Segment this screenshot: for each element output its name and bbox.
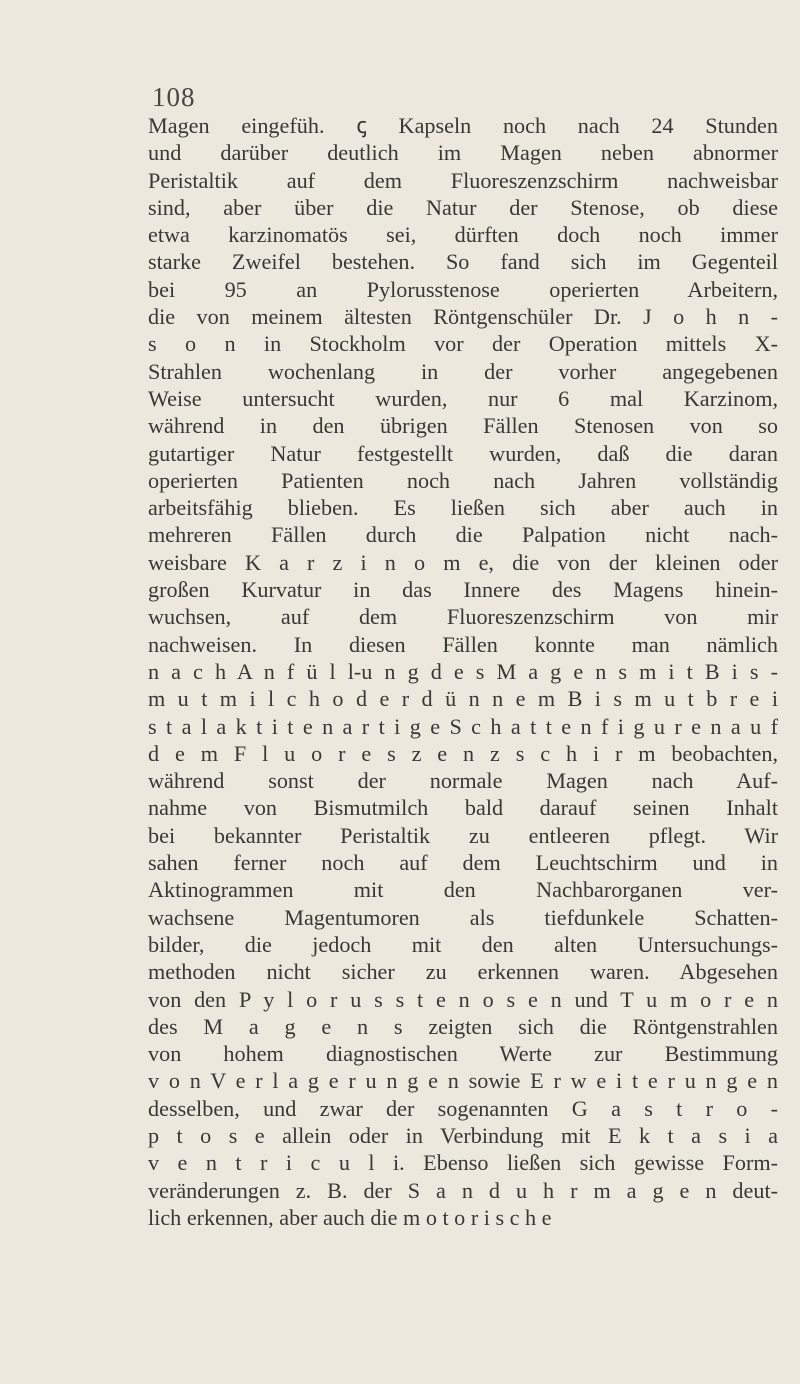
text-line: die von meinem ältesten Röntgenschüler Dr. J o h n - (148, 304, 778, 330)
text-line: gutartiger Natur festgestellt wurden, daß die daran (148, 440, 778, 466)
text-line: methoden nicht sicher zu erkennen waren. Abgesehen (148, 959, 778, 985)
page-number: 108 (152, 82, 196, 112)
text-line: etwa karzinomatös sei, dürften doch noch immer (148, 222, 778, 248)
body-text (148, 112, 778, 1231)
text-line: arbeitsfähig blieben. Es ließen sich aber auch in (148, 495, 778, 521)
text-line: von den P y l o r u s s t e n o s e n und T u m o r e n (148, 986, 778, 1012)
text-line: mehreren Fällen durch die Palpation nicht nach- (148, 522, 778, 548)
text-line: großen Kurvatur in das Innere des Magens hinein- (148, 577, 778, 603)
text-line: veränderungen z. B. der S a n d u h r m a g e n deut- (148, 1177, 778, 1203)
text-line: desselben, und zwar der sogenannten G a s t r o - (148, 1095, 778, 1121)
text-line: n a c h A n f ü l l-u n g d e s M a g e n s m i t B i s - (148, 658, 778, 684)
text-line: Magen eingefüh. ꞔ Kapseln noch nach 24 Stunden (148, 113, 778, 138)
text-line: bei 95 an Pylorusstenose operierten Arbeitern, (148, 276, 778, 302)
text-line: während in den übrigen Fällen Stenosen von so (148, 413, 778, 439)
text-line: Weise untersucht wurden, nur 6 mal Karzinom, (148, 385, 778, 411)
text-line: m u t m i l c h o d e r d ü n n e m B i s m u t b r e i (148, 686, 778, 712)
text-line: v e n t r i c u l i. Ebenso ließen sich gewisse Form- (148, 1150, 778, 1176)
text-line: bilder, die jedoch mit den alten Untersuchungs- (148, 931, 778, 957)
text-line: Strahlen wochenlang in der vorher angegebenen (148, 358, 778, 384)
text-line: wachsene Magentumoren als tiefdunkele Schatten- (148, 904, 778, 930)
text-line: p t o s e allein oder in Verbindung mit E k t a s i a (148, 1122, 778, 1148)
text-line: sind, aber über die Natur der Stenose, ob diese (148, 194, 778, 220)
text-line: wuchsen, auf dem Fluoreszenzschirm von mir (148, 604, 778, 630)
text-line: s o n in Stockholm vor der Operation mittels X- (148, 331, 778, 357)
text-line: s t a l a k t i t e n a r t i g e S c h a t t e n f i g u r e n a u f (148, 713, 778, 739)
text-line: Peristaltik auf dem Fluoreszenzschirm nachweisbar (148, 167, 778, 193)
text-line: Aktinogrammen mit den Nachbarorganen ver- (148, 877, 778, 903)
text-line: operierten Patienten noch nach Jahren vollständig (148, 467, 778, 493)
text-line: nahme von Bismutmilch bald darauf seinen Inhalt (148, 795, 778, 821)
text-line: sahen ferner noch auf dem Leuchtschirm und in (148, 850, 778, 876)
text-line: v o n V e r l a g e r u n g e n sowie E r w e i t e r u n g e n (148, 1068, 778, 1094)
text-line: bei bekannter Peristaltik zu entleeren pflegt. Wir (148, 822, 778, 848)
text-line: nachweisen. In diesen Fällen konnte man nämlich (148, 631, 778, 657)
text-line: des M a g e n s zeigten sich die Röntgenstrahlen (148, 1013, 778, 1039)
text-line: starke Zweifel bestehen. So fand sich im Gegenteil (148, 249, 778, 275)
text-line: von hohem diagnostischen Werte zur Bestimmung (148, 1041, 778, 1067)
text-line: lich erkennen, aber auch die m o t o r i s c h e (148, 1204, 552, 1230)
text-line: weisbare K a r z i n o m e, die von der kleinen oder (148, 549, 778, 575)
text-line: und darüber deutlich im Magen neben abnormer (148, 140, 778, 166)
text-line: d e m F l u o r e s z e n z s c h i r m beobachten, (148, 740, 778, 766)
text-line: während sonst der normale Magen nach Auf- (148, 768, 778, 794)
